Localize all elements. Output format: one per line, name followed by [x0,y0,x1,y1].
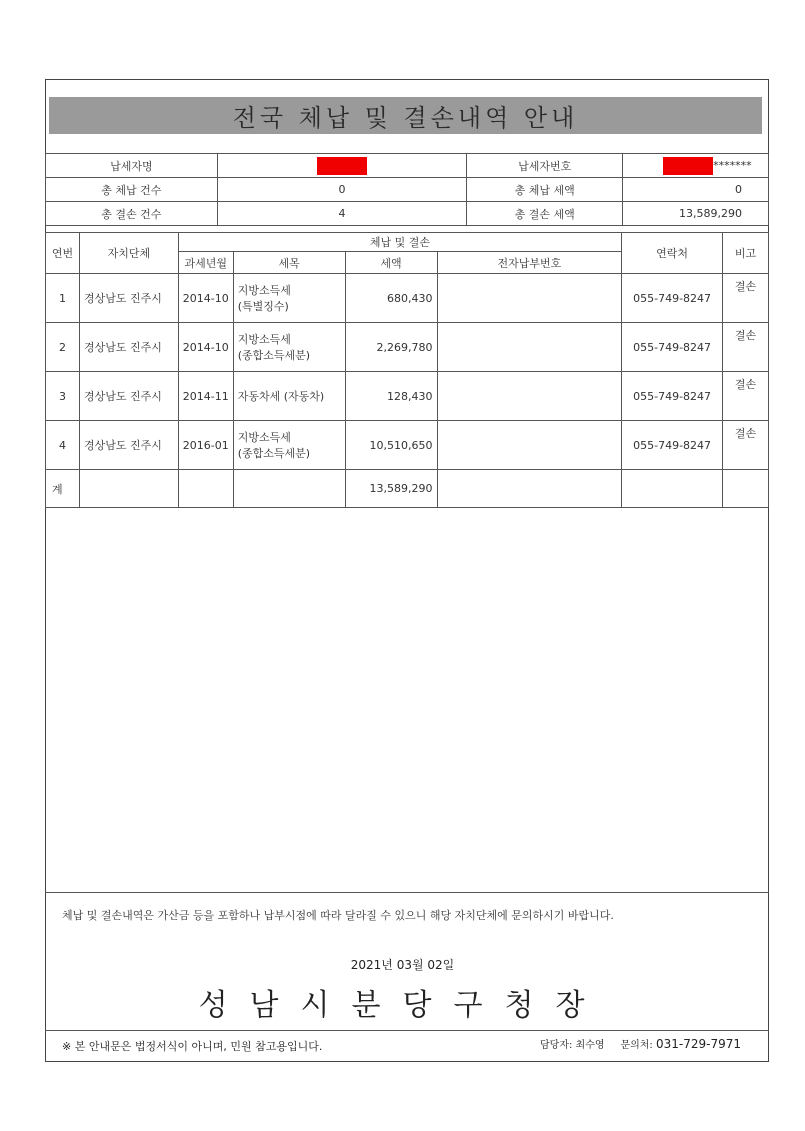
total-empty-cell [622,470,723,508]
row-remarks: 결손 [723,323,769,372]
row-tax-item [233,372,345,421]
total-amount: 13,589,290 [345,470,437,508]
row-amount: 128,430 [345,372,437,421]
tax-item-line1: 지방소득세 [237,284,291,297]
issuing-office: 성남시분당구청장 [198,988,607,1023]
issue-date: 2021년 03월 02일 [350,958,455,972]
total-empty-cell [437,470,622,508]
tax-item-line1: 자동차세 (자동차) [237,390,325,403]
header-local-gov: 자치단체 [79,233,178,274]
taxpayer-number-label: 납세자번호 [467,154,623,178]
row-no: 1 [46,274,80,323]
header-no: 연번 [46,233,80,274]
total-arrears-amount-value: 0 [623,178,769,202]
total-row [46,470,769,508]
row-tax-item [233,421,345,470]
row-amount: 2,269,780 [345,323,437,372]
row-contact: 055-749-8247 [622,274,723,323]
taxpayer-name-label: 납세자명 [46,154,218,178]
row-year-month: 2014-10 [178,323,233,372]
total-arrears-amount-label: 총 체납 세액 [467,178,623,202]
total-empty-cell [723,470,769,508]
header-remarks: 비고 [723,233,769,274]
inquiry-label: 문의처: [620,1040,653,1051]
arrears-table [45,232,769,508]
row-elec-payment-no [437,323,622,372]
contact-info [540,1036,741,1051]
table-row [46,274,769,323]
row-contact: 055-749-8247 [622,323,723,372]
taxpayer-number-masked: ******* [713,158,752,172]
table-row [46,421,769,470]
tax-item-line2: (종합소득세분) [237,447,311,460]
redaction-mark [663,157,713,175]
table-row [46,323,769,372]
notice-text: 체납 및 결손내역은 가산금 등을 포함하나 납부시점에 따라 달라질 수 있으니 해당 자치단체에 문의하시기 바랍니다. [62,909,614,922]
total-loss-amount-label: 총 결손 세액 [467,202,623,226]
tax-item-line1: 지방소득세 [237,333,291,346]
row-amount: 10,510,650 [345,421,437,470]
header-contact: 연락처 [622,233,723,274]
row-elec-payment-no [437,274,622,323]
row-no: 3 [46,372,80,421]
row-remarks: 결손 [723,274,769,323]
total-empty-cell [79,470,178,508]
row-tax-item [233,323,345,372]
row-year-month: 2014-10 [178,274,233,323]
inquiry-phone: 031-729-7971 [655,1037,741,1051]
header-amount: 세액 [345,252,437,274]
row-local-gov: 경상남도 진주시 [79,274,178,323]
person-label: 담당자: [540,1040,573,1051]
total-loss-amount-value: 13,589,290 [623,202,769,226]
header-year-month: 과세년월 [178,252,233,274]
taxpayer-name-value [217,154,467,178]
row-elec-payment-no [437,372,622,421]
header-elec-payment-no: 전자납부번호 [437,252,622,274]
row-local-gov: 경상남도 진주시 [79,323,178,372]
total-label: 계 [46,470,80,508]
total-arrears-count-value: 0 [217,178,467,202]
total-loss-count-label: 총 결손 건수 [46,202,218,226]
total-empty-cell [233,470,345,508]
total-loss-count-value: 4 [217,202,467,226]
row-remarks: 결손 [723,372,769,421]
row-elec-payment-no [437,421,622,470]
total-empty-cell [178,470,233,508]
redaction-mark [317,157,367,175]
row-no: 4 [46,421,80,470]
row-year-month: 2016-01 [178,421,233,470]
summary-table [45,153,769,226]
row-remarks: 결손 [723,421,769,470]
tax-item-line1: 지방소득세 [237,431,291,444]
total-arrears-count-label: 총 체납 건수 [46,178,218,202]
row-contact: 055-749-8247 [622,372,723,421]
row-local-gov: 경상남도 진주시 [79,421,178,470]
row-no: 2 [46,323,80,372]
tax-item-line2: (종합소득세분) [237,349,311,362]
row-local-gov: 경상남도 진주시 [79,372,178,421]
document-title: 전국 체납 및 결손내역 안내 [49,97,762,134]
taxpayer-number-value [623,154,769,178]
row-year-month: 2014-11 [178,372,233,421]
person-name: 최수영 [575,1040,605,1051]
notice-divider [45,892,769,893]
header-tax-item: 세목 [233,252,345,274]
row-contact: 055-749-8247 [622,421,723,470]
row-tax-item [233,274,345,323]
row-amount: 680,430 [345,274,437,323]
tax-item-line2: (특별징수) [237,300,289,313]
footnote: ※ 본 안내문은 법정서식이 아니며, 민원 참고용입니다. [62,1040,323,1053]
table-row [46,372,769,421]
footer-divider [45,1030,769,1031]
header-group: 체납 및 결손 [178,233,621,252]
